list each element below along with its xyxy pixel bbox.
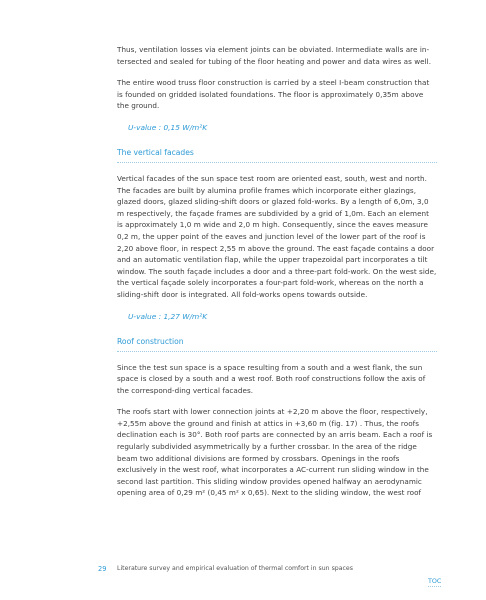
page-footer bbox=[0, 563, 486, 577]
footer-document-title: Literature survey and empirical evaluation of thermal comfort in sun spaces bbox=[117, 565, 353, 572]
page-number: 29 bbox=[98, 565, 107, 573]
page-content bbox=[117, 44, 437, 499]
u-value-floor: U-value : 0,15 W/m²K bbox=[128, 122, 208, 132]
paragraph-ventilation: Thus, ventilation losses via element joints can be obviated. Intermediate walls are in-tersected and sealed for tubing of the floor heating and power and data wires as well. bbox=[117, 45, 432, 66]
u-value-facades: U-value : 1,27 W/m²K bbox=[128, 311, 208, 321]
section-heading-vertical-facades: The vertical facades bbox=[117, 147, 437, 163]
paragraph-vertical-facades: Vertical facades of the sun space test room are oriented east, south, west and north. The facades are built by alumina profile frames which incorporate either glazings, glazed doors, glazed sliding-shift doors or glazed fold-works. By a length of 6,0m, 3,0 m respectively, the façade frames are subdivided by a grid of 1,0m. Each an element is approximately 1,0 m wide and 2,0 m high. Consequently, since the eaves measure 0,2 m, the upper point of the eaves and junction level of the lower part of the roof is 2,20 above floor, in respect 2,55 m above the ground. The east façade contains a door and an automatic ventilation flap, while the upper trapezoidal part incorporates a tilt window. The south façade includes a door and a three-part fold-work. On the west side, the vertical façade solely incorporates a four-part fold-work, whereas on the north a sliding-shift door is integrated. All fold-works opens towards outside. bbox=[117, 173, 437, 299]
toc-link[interactable]: TOC bbox=[428, 577, 442, 585]
paragraph-roof-details: The roofs start with lower connection joints at +2,20 m above the floor, respectively, +2,55m above the ground and finish at attics in +3,60 m (fig. 17) . Thus, the roofs declination each is 30°. Both roof parts are connected by an arris beam. Each a roof is regularly subdivided asymmetrically by a further crossbar. In the area of the ridge beam two additional divisions are formed by crossbars. Openings in the roofs exclusively in the west roof, what incorporates a AC-current run sliding window in the second last partition. This sliding window provides opened halfway an aerodynamic opening area of 0,29 m² (0,45 m² x 0,65). Next to the sliding window, the west roof bbox=[117, 407, 433, 498]
paragraph-roof-intro: Since the test sun space is a space resulting from a south and a west flank, the sun space is closed by a south and a west roof. Both roof constructions follow the axis of the correspond-ding vertical facades. bbox=[117, 362, 426, 395]
paragraph-floor-construction: The entire wood truss floor construction is carried by a steel I-beam construction that is founded on gridded isolated foundations. The floor is approximately 0,35m above the ground. bbox=[117, 78, 430, 111]
section-heading-roof-construction: Roof construction bbox=[117, 336, 437, 352]
